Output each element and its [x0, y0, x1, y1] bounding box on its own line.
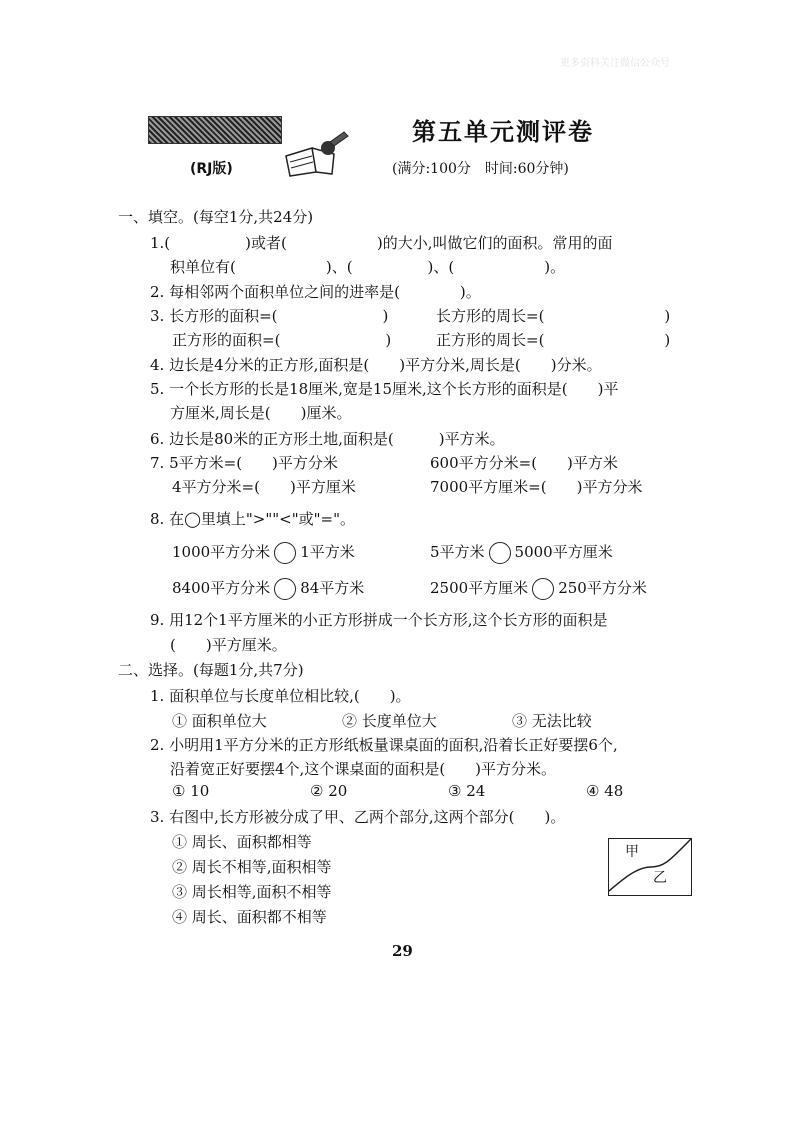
q4-line: 4. 边长是4分米的正方形,面积是( )平方分米,周长是( )分米。	[150, 356, 602, 374]
q1-line1: 1.( )或者( )的大小,叫做它们的面积。常用的面	[150, 234, 613, 252]
book-pen-icon	[282, 128, 352, 178]
compare-circle[interactable]	[489, 542, 511, 564]
q8-compare-3: 8400平方分米 84平方米	[172, 577, 364, 600]
q7-right-2: 7000平方厘米=( )平方分米	[430, 478, 643, 496]
q9-line1: 9. 用12个1平方厘米的小正方形拼成一个长方形,这个长方形的面积是	[150, 611, 608, 629]
compare-circle[interactable]	[274, 542, 296, 564]
c1-question: 1. 面积单位与长度单位相比较,( )。	[150, 687, 411, 705]
q3-square-area: 正方形的面积=( )	[172, 331, 392, 349]
q9-line2: ( )平方厘米。	[170, 636, 287, 654]
region-label-jia: 甲	[625, 844, 639, 860]
q8-compare-2: 5平方米 5000平方厘米	[430, 541, 613, 564]
watermark-text: 更多资料关注微信公众号	[560, 58, 670, 69]
c2-option-3: ③ 24	[448, 782, 486, 800]
region-label-yi: 乙	[653, 870, 667, 886]
section-heading-fill: 一、填空。(每空1分,共24分)	[118, 208, 314, 226]
q7-left-2: 4平方分米=( )平方厘米	[172, 478, 356, 496]
q8-compare-1: 1000平方分米 1平方米	[172, 541, 355, 564]
c1-option-1: ① 面积单位大	[172, 712, 267, 730]
c2-line2: 沿着宽正好要摆4个,这个课桌面的面积是( )平方分米。	[170, 760, 557, 778]
compare-circle[interactable]	[274, 578, 296, 600]
q5-line2: 方厘米,周长是( )厘米。	[170, 404, 352, 422]
q1-line2: 积单位有( )、( )、( )。	[170, 258, 566, 276]
q3-rect-area: 3. 长方形的面积=( )	[150, 307, 389, 325]
series-logo-badge	[148, 116, 282, 144]
page-number: 29	[392, 942, 413, 960]
q5-line1: 5. 一个长方形的长是18厘米,宽是15厘米,这个长方形的面积是( )平	[150, 380, 619, 398]
c3-option-2: ② 周长不相等,面积相等	[172, 858, 332, 876]
compare-circle[interactable]	[532, 578, 554, 600]
c1-option-2: ② 长度单位大	[342, 712, 437, 730]
c2-option-1: ① 10	[172, 782, 210, 800]
q7-left-1: 7. 5平方米=( )平方分米	[150, 454, 338, 472]
c1-option-3: ③ 无法比较	[512, 712, 592, 730]
c3-option-1: ① 周长、面积都相等	[172, 833, 312, 851]
c2-option-2: ② 20	[310, 782, 348, 800]
q7-right-1: 600平方分米=( )平方米	[430, 454, 618, 472]
c3-option-3: ③ 周长相等,面积不相等	[172, 883, 332, 901]
q8-instruction: 8. 在◯里填上">""<"或"="。	[150, 510, 355, 528]
q6-line: 6. 边长是80米的正方形土地,面积是( )平方米。	[150, 430, 505, 448]
c2-line1: 2. 小明用1平方分米的正方形纸板量课桌面的面积,沿着长正好要摆6个,	[150, 736, 618, 754]
edition-label: (RJ版)	[190, 161, 233, 177]
section-heading-choice: 二、选择。(每题1分,共7分)	[118, 661, 304, 679]
q3-square-perimeter: 正方形的周长=( )	[436, 331, 671, 349]
c2-option-4: ④ 48	[586, 782, 624, 800]
page-title: 第五单元测评卷	[412, 117, 594, 146]
exam-info: (满分:100分 时间:60分钟)	[392, 161, 569, 177]
c3-option-4: ④ 周长、面积都不相等	[172, 908, 327, 926]
q3-rect-perimeter: 长方形的周长=( )	[436, 307, 671, 325]
c3-question: 3. 右图中,长方形被分成了甲、乙两个部分,这两个部分( )。	[150, 808, 566, 826]
q8-compare-4: 2500平方厘米 250平方分米	[430, 577, 647, 600]
q2-line: 2. 每相邻两个面积单位之间的进率是( )。	[150, 283, 481, 301]
divided-rectangle-figure	[608, 838, 692, 896]
